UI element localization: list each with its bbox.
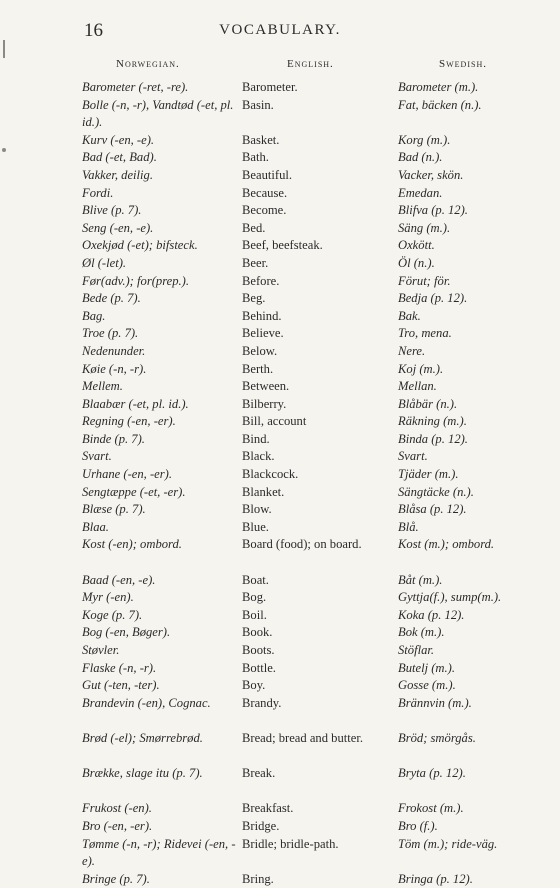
english-term: Brandy. xyxy=(242,695,282,710)
vocab-row xyxy=(82,308,552,326)
english-term: Bridge. xyxy=(242,818,280,833)
swedish-term: Säng (m.). xyxy=(398,220,451,235)
english-term: Before. xyxy=(242,273,280,288)
english-term: Boots. xyxy=(242,643,275,657)
vocab-row xyxy=(82,167,552,185)
vocab-row xyxy=(82,871,552,888)
norwegian-term: Brække, slage itu (p. 7). xyxy=(82,766,203,781)
english-term: Blanket. xyxy=(242,484,285,499)
swedish-term: Svart. xyxy=(398,449,428,464)
swedish-term: Nere. xyxy=(398,343,426,358)
vocab-row xyxy=(82,836,552,871)
vocab-row xyxy=(82,273,552,291)
swedish-term: Bro (f.). xyxy=(398,818,438,833)
norwegian-term: Før(adv.); for(prep.). xyxy=(82,273,190,288)
norwegian-term: Sengtæppe (-et, -er). xyxy=(82,484,186,499)
swedish-term: Töm (m.); ride-väg. xyxy=(398,836,498,851)
vocab-row xyxy=(82,413,552,431)
swedish-term: Barometer (m.). xyxy=(398,80,479,94)
norwegian-term: Køie (-n, -r). xyxy=(82,361,147,376)
swedish-term: Bringa (p. 12). xyxy=(398,871,473,886)
norwegian-term: Gut (-ten, -ter). xyxy=(82,678,160,693)
norwegian-term: Bringe (p. 7). xyxy=(82,871,150,886)
english-term: Bottle. xyxy=(242,660,276,675)
vocab-row xyxy=(82,185,552,203)
vocab-row xyxy=(82,642,552,660)
vocab-row xyxy=(82,818,552,836)
norwegian-term: Øl (-let). xyxy=(82,255,127,270)
norwegian-term: Svart. xyxy=(82,449,112,464)
norwegian-term: Bad (-et, Bad). xyxy=(82,150,157,165)
swedish-term: Båt (m.). xyxy=(398,572,443,587)
column-header-swedish: Swedish. xyxy=(439,58,487,70)
norwegian-term: Frukost (-en). xyxy=(82,801,152,816)
swedish-term: Blå. xyxy=(398,519,419,534)
swedish-term: Oxkött. xyxy=(398,238,435,253)
swedish-term: Tro, mena. xyxy=(398,326,452,341)
vocab-row xyxy=(82,237,552,255)
norwegian-term: Brandevin (-en), Cognac. xyxy=(82,695,211,710)
vocab-row xyxy=(82,378,552,396)
norwegian-term: Kurv (-en, -e). xyxy=(82,132,155,147)
norwegian-term: Regning (-en, -er). xyxy=(82,414,176,429)
english-term: Bridle; bridle-path. xyxy=(242,836,339,851)
english-term: Basin. xyxy=(242,97,274,112)
swedish-term: Blåsa (p. 12). xyxy=(398,502,467,517)
english-term: Boil. xyxy=(242,607,267,622)
english-term: Blue. xyxy=(242,519,269,534)
english-term: Between. xyxy=(242,379,290,394)
swedish-term: Kost (m.); ombord. xyxy=(398,537,495,552)
swedish-term: Blåbär (n.). xyxy=(398,396,458,411)
swedish-term: Mellan. xyxy=(398,379,437,394)
vocab-row xyxy=(82,466,552,484)
norwegian-term: Binde (p. 7). xyxy=(82,431,145,446)
vocab-row xyxy=(82,396,552,414)
column-headers xyxy=(0,58,560,74)
swedish-term: Koj (m.). xyxy=(398,361,444,376)
norwegian-term: Bede (p. 7). xyxy=(82,291,141,306)
vocab-row xyxy=(82,677,552,695)
swedish-term: Bedja (p. 12). xyxy=(398,291,468,306)
norwegian-term: Bro (-en, -er). xyxy=(82,818,153,833)
norwegian-term: Flaske (-n, -r). xyxy=(82,660,157,675)
norwegian-term: Baad (-en, -e). xyxy=(82,572,156,587)
norwegian-term: Brød (-el); Smørrebrød. xyxy=(82,730,203,745)
norwegian-term: Barometer (-ret, -re). xyxy=(82,80,189,94)
norwegian-term: Kost (-en); ombord. xyxy=(82,537,182,552)
swedish-term: Brännvin (m.). xyxy=(398,695,472,710)
vocab-row xyxy=(82,501,552,519)
english-term: Bog. xyxy=(242,590,267,605)
swedish-term: Räkning (m.). xyxy=(398,414,467,429)
norwegian-term: Oxekjød (-et); bifsteck. xyxy=(82,238,198,253)
norwegian-term: Bog (-en, Bøger). xyxy=(82,625,171,640)
english-term: Beg. xyxy=(242,291,266,306)
swedish-term: Gosse (m.). xyxy=(398,678,456,693)
english-term: Beef, beefsteak. xyxy=(242,238,323,253)
vocab-row xyxy=(82,695,552,730)
vocab-row xyxy=(82,589,552,607)
vocab-row xyxy=(82,730,552,765)
swedish-term: Bryta (p. 12). xyxy=(398,766,466,781)
norwegian-term: Blaabær (-et, pl. id.). xyxy=(82,396,189,411)
swedish-term: Korg (m.). xyxy=(398,132,451,147)
swedish-term: Frokost (m.). xyxy=(398,801,464,816)
vocab-row xyxy=(82,519,552,537)
english-term: Bilberry. xyxy=(242,396,287,411)
vocab-row xyxy=(82,220,552,238)
norwegian-term: Tømme (-n, -r); Ridevei (-en, -e). xyxy=(82,836,236,869)
vocab-row xyxy=(82,484,552,502)
vocab-row xyxy=(82,290,552,308)
swedish-term: Butelj (m.). xyxy=(398,660,456,675)
english-term: Black. xyxy=(242,449,275,464)
norwegian-term: Nedenunder. xyxy=(82,343,146,358)
vocab-row xyxy=(82,255,552,273)
english-term: Boy. xyxy=(242,678,266,693)
english-term: Basket. xyxy=(242,132,280,147)
vocab-row xyxy=(82,132,552,150)
vocab-row xyxy=(82,202,552,220)
english-term: Beautiful. xyxy=(242,167,293,182)
vocab-row xyxy=(82,800,552,818)
swedish-term: Bok (m.). xyxy=(398,625,445,640)
english-term: Breakfast. xyxy=(242,801,294,816)
margin-dot xyxy=(2,148,6,152)
vocab-row xyxy=(82,607,552,625)
english-term: Believe. xyxy=(242,326,284,341)
vocab-row xyxy=(82,79,552,97)
swedish-term: Fat, bäcken (n.). xyxy=(398,97,482,112)
swedish-term: Vacker, skön. xyxy=(398,167,464,182)
english-term: Bed. xyxy=(242,220,266,235)
swedish-term: Koka (p. 12). xyxy=(398,607,465,622)
swedish-term: Gyttja(f.), sump(m.). xyxy=(398,590,502,605)
column-header-norwegian: Norwegian. xyxy=(116,58,180,70)
english-term: Barometer. xyxy=(242,80,298,94)
norwegian-term: Urhane (-en, -er). xyxy=(82,467,172,482)
norwegian-term: Fordi. xyxy=(82,185,114,200)
column-header-english: English. xyxy=(287,58,334,70)
norwegian-term: Myr (-en). xyxy=(82,590,134,605)
norwegian-term: Bolle (-n, -r), Vandtød (-et, pl. id.). xyxy=(82,97,234,130)
vocab-row xyxy=(82,765,552,800)
english-term: Blackcock. xyxy=(242,467,299,482)
norwegian-term: Bag. xyxy=(82,308,106,323)
english-term: Because. xyxy=(242,185,288,200)
vocab-row xyxy=(82,448,552,466)
vocab-row xyxy=(82,325,552,343)
swedish-term: Bak. xyxy=(398,308,421,323)
english-term: Book. xyxy=(242,625,273,640)
vocab-row xyxy=(82,343,552,361)
swedish-term: Bröd; smörgås. xyxy=(398,730,476,745)
vocab-row xyxy=(82,536,552,571)
english-term: Behind. xyxy=(242,308,282,323)
swedish-term: Stöflar. xyxy=(398,643,435,657)
norwegian-term: Mellem. xyxy=(82,379,123,394)
english-term: Bread; bread and butter. xyxy=(242,730,363,745)
running-head: VOCABULARY. xyxy=(219,22,341,38)
swedish-term: Tjäder (m.). xyxy=(398,467,459,482)
norwegian-term: Blive (p. 7). xyxy=(82,203,142,218)
vocab-row xyxy=(82,149,552,167)
norwegian-term: Troe (p. 7). xyxy=(82,326,139,341)
english-term: Below. xyxy=(242,343,278,358)
swedish-term: Binda (p. 12). xyxy=(398,431,468,446)
vocabulary-list xyxy=(82,79,552,888)
norwegian-term: Koge (p. 7). xyxy=(82,607,143,622)
swedish-term: Sängtäcke (n.). xyxy=(398,484,474,499)
swedish-term: Förut; för. xyxy=(398,273,451,288)
english-term: Break. xyxy=(242,766,276,781)
vocab-row xyxy=(82,361,552,379)
swedish-term: Öl (n.). xyxy=(398,255,435,270)
vocab-row xyxy=(82,431,552,449)
vocab-row xyxy=(82,97,552,132)
norwegian-term: Blaa. xyxy=(82,519,109,534)
english-term: Boat. xyxy=(242,572,269,587)
vocab-row xyxy=(82,624,552,642)
norwegian-term: Vakker, deilig. xyxy=(82,167,153,182)
norwegian-term: Støvler. xyxy=(82,643,120,657)
swedish-term: Blifva (p. 12). xyxy=(398,203,468,218)
swedish-term: Emedan. xyxy=(398,185,443,200)
english-term: Bill, account xyxy=(242,414,307,429)
english-term: Bath. xyxy=(242,150,269,165)
vocab-row xyxy=(82,572,552,590)
norwegian-term: Blæse (p. 7). xyxy=(82,502,146,517)
english-term: Bring. xyxy=(242,871,274,886)
english-term: Beer. xyxy=(242,255,269,270)
margin-mark xyxy=(3,40,5,58)
english-term: Board (food); on board. xyxy=(242,537,362,552)
vocab-row xyxy=(82,660,552,678)
english-term: Blow. xyxy=(242,502,272,517)
page-number: 16 xyxy=(84,20,103,41)
english-term: Become. xyxy=(242,203,287,218)
swedish-term: Bad (n.). xyxy=(398,150,443,165)
norwegian-term: Seng (-en, -e). xyxy=(82,220,154,235)
english-term: Bind. xyxy=(242,431,270,446)
english-term: Berth. xyxy=(242,361,274,376)
